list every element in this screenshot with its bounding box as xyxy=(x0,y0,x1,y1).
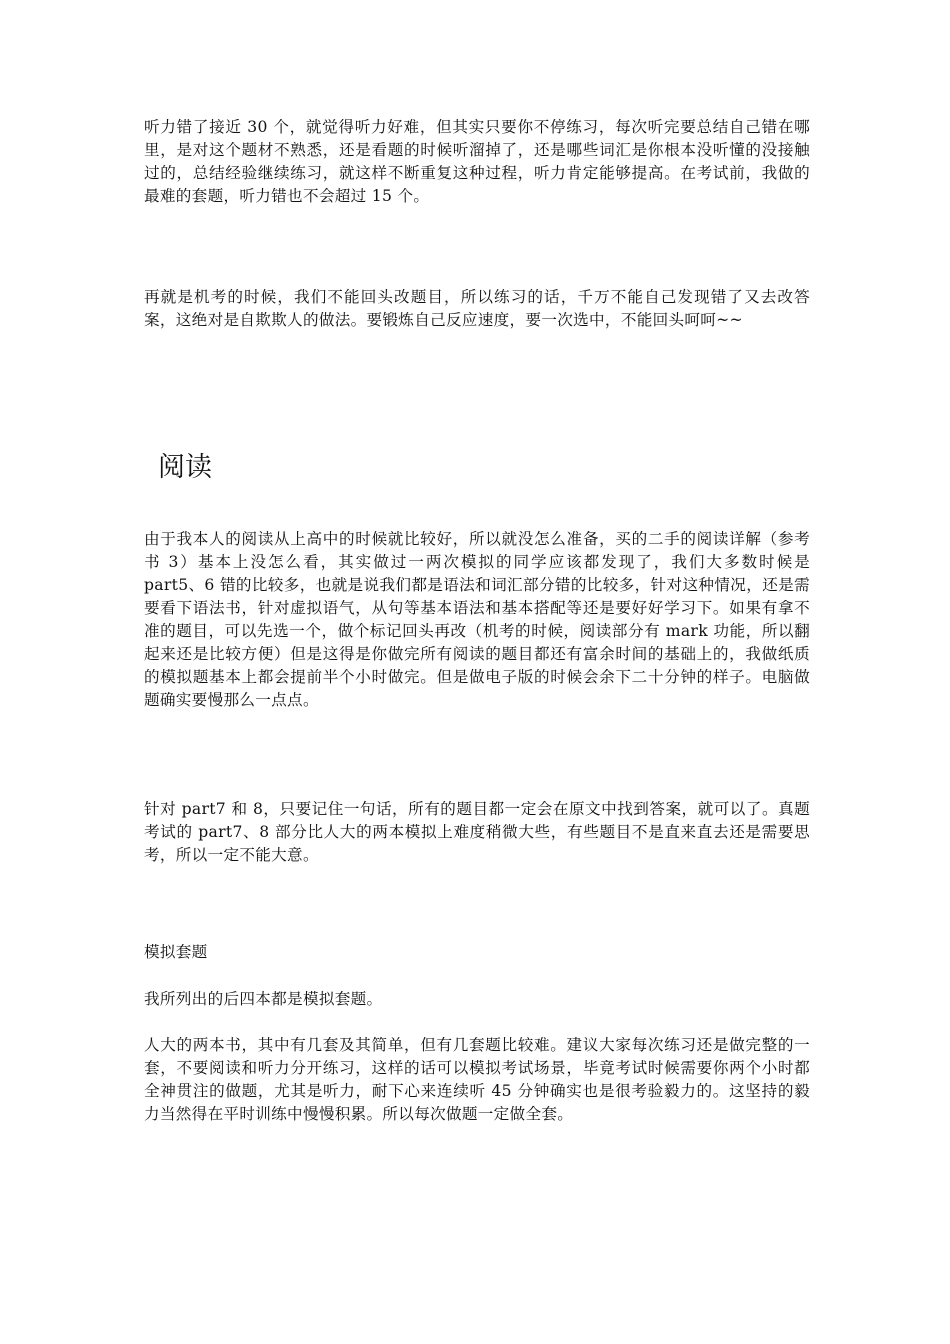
listening-paragraph-2: 再就是机考的时候，我们不能回头改题目，所以练习的话，千万不能自己发现错了又去改答案，这绝对是自欺欺人的做法。要锻炼自己反应速度，要一次选中，不能回头呵呵~~ xyxy=(144,288,810,329)
reading-paragraph-1: 由于我本人的阅读从上高中的时候就比较好，所以就没怎么准备，买的二手的阅读详解（参考书 3）基本上没怎么看，其实做过一两次模拟的同学应该都发现了，我们大多数时候是 part5、6 错的比较多，也就是说我们都是语法和词汇部分错的比较多，针对这种情况，还是需要看下语法书，针对虚拟语气，从句等基本语法和基本搭配等还是要好好学习下。如果有拿不准的题目，可以先选一个，做个标记回头再改（机考的时候，阅读部分有 mark 功能，所以翻起来还是比较方便）但是这得是你做完所有阅读的题目都还有富余时间的基础上的，我做纸质的模拟题基本上都会提前半个小时做完。但是做电子版的时候会余下二十分钟的样子。电脑做题确实要慢那么一点点。 xyxy=(144,530,810,709)
mock-tests-paragraph-2: 人大的两本书，其中有几套及其简单，但有几套题比较难。建议大家每次练习还是做完整的一套，不要阅读和听力分开练习，这样的话可以模拟考试场景，毕竟考试时候需要你两个小时都全神贯注的做题，尤其是听力，耐下心来连续听 45 分钟确实也是很考验毅力的。这坚持的毅力当然得在平时训练中慢慢积累。所以每次做题一定做全套。 xyxy=(144,1036,810,1123)
reading-paragraph-2: 针对 part7 和 8，只要记住一句话，所有的题目都一定会在原文中找到答案，就可以了。真题考试的 part7、8 部分比人大的两本模拟上难度稍微大些，有些题目不是直来直去还是需要思考，所以一定不能大意。 xyxy=(144,800,810,864)
listening-paragraph-1: 听力错了接近 30 个，就觉得听力好难，但其实只要你不停练习，每次听完要总结自己错在哪里，是对这个题材不熟悉，还是看题的时候听溜掉了，还是哪些词汇是你根本没听懂的没接触过的，总结经验继续练习，就这样不断重复这种过程，听力肯定能够提高。在考试前，我做的最难的套题，听力错也不会超过 15 个。 xyxy=(144,118,810,205)
mock-tests-paragraph-1: 我所列出的后四本都是模拟套题。 xyxy=(144,990,383,1008)
reading-heading: 阅读 xyxy=(158,452,212,483)
mock-tests-title: 模拟套题 xyxy=(144,943,208,961)
